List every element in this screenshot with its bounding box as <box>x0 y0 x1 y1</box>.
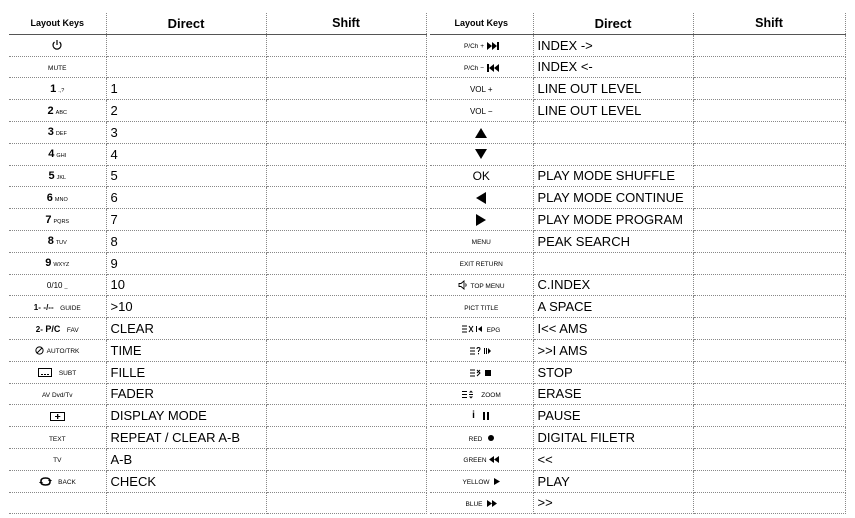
direct-cell: C.INDEX <box>533 274 693 296</box>
shift-cell <box>266 318 426 340</box>
direct-cell: 10 <box>106 274 266 296</box>
header-direct-right: Direct <box>533 13 693 34</box>
shift-cell <box>266 405 426 427</box>
key-up <box>430 121 533 143</box>
key-mapping-table <box>9 13 846 514</box>
table-row <box>9 274 845 296</box>
direct-cell <box>106 56 266 78</box>
shift-cell <box>693 100 845 122</box>
direct-cell: PLAY <box>533 470 693 492</box>
key-exit-return: EXIT RETURN <box>430 252 533 274</box>
direct-cell: FILLE <box>106 361 266 383</box>
table-row <box>9 318 845 340</box>
shift-cell <box>266 143 426 165</box>
shift-cell <box>693 78 845 100</box>
direct-cell: CHECK <box>106 470 266 492</box>
direct-cell: >10 <box>106 296 266 318</box>
key-subt: SUBT <box>9 361 106 383</box>
direct-cell <box>533 121 693 143</box>
shift-cell <box>266 383 426 405</box>
direct-cell: DIGITAL FILETR <box>533 427 693 449</box>
direct-cell: INDEX <- <box>533 56 693 78</box>
direct-cell: 9 <box>106 252 266 274</box>
rewind-icon <box>489 456 499 463</box>
shift-cell <box>693 230 845 252</box>
key-pch-plus: P/Ch + <box>430 34 533 56</box>
speaker-icon <box>458 280 468 290</box>
direct-cell: PAUSE <box>533 405 693 427</box>
key-pc-fav: 2- P/C FAV <box>9 318 106 340</box>
key-4: 4 GHI <box>9 143 106 165</box>
key-vol-plus: VOL + <box>430 78 533 100</box>
key-text: TEXT <box>9 427 106 449</box>
table-row <box>9 492 845 514</box>
key-5: 5 JKL <box>9 165 106 187</box>
shift-cell <box>693 361 845 383</box>
key-pch-minus: P/Ch − <box>430 56 533 78</box>
direct-cell: PEAK SEARCH <box>533 230 693 252</box>
direct-cell <box>533 143 693 165</box>
table-row <box>9 121 845 143</box>
direct-cell <box>106 492 266 514</box>
key-2: 2 ABC <box>9 100 106 122</box>
key-info <box>9 405 106 427</box>
shift-cell <box>266 274 426 296</box>
header-shift-left: Shift <box>266 13 426 34</box>
direct-cell: A-B <box>106 448 266 470</box>
direct-cell: 5 <box>106 165 266 187</box>
shift-cell <box>266 209 426 231</box>
arrow-right-icon <box>476 214 486 226</box>
shift-cell <box>693 34 845 56</box>
header-direct-left: Direct <box>106 13 266 34</box>
header-shift-right: Shift <box>693 13 845 34</box>
direct-cell: 4 <box>106 143 266 165</box>
key-left <box>430 187 533 209</box>
key-mapping-sheet <box>9 13 845 514</box>
key-text-x-epg: EPG <box>430 318 533 340</box>
key-8: 8 TUV <box>9 230 106 252</box>
key-auto-trk: AUTO/TRK <box>9 339 106 361</box>
table-row <box>9 405 845 427</box>
key-3: 3 DEF <box>9 121 106 143</box>
text-zoom-icon <box>462 390 476 399</box>
shift-cell <box>693 318 845 340</box>
table-row <box>9 470 845 492</box>
key-blue: BLUE <box>430 492 533 514</box>
shift-cell <box>266 165 426 187</box>
shift-cell <box>266 470 426 492</box>
key-ok: OK <box>430 165 533 187</box>
key-1: 1 .,? <box>9 78 106 100</box>
key-av-dvd-tv: AV Dvd/Tv <box>9 383 106 405</box>
table-row <box>9 100 845 122</box>
key-6: 6 MNO <box>9 187 106 209</box>
direct-cell: >>I AMS <box>533 339 693 361</box>
table-row <box>9 187 845 209</box>
shift-cell <box>266 339 426 361</box>
key-yellow: YELLOW <box>430 470 533 492</box>
direct-cell <box>106 34 266 56</box>
direct-cell: STOP <box>533 361 693 383</box>
shift-cell <box>266 78 426 100</box>
direct-cell: 8 <box>106 230 266 252</box>
table-row <box>9 165 845 187</box>
key-tv: TV <box>9 448 106 470</box>
table-row <box>9 209 845 231</box>
key-pict-title: PICT TITLE <box>430 296 533 318</box>
direct-cell: I<< AMS <box>533 318 693 340</box>
direct-cell: PLAY MODE SHUFFLE <box>533 165 693 187</box>
shift-cell <box>266 361 426 383</box>
table-row <box>9 34 845 56</box>
play-icon <box>494 478 500 485</box>
direct-cell: << <box>533 448 693 470</box>
key-text-question-play <box>430 339 533 361</box>
key-back: BACK <box>9 470 106 492</box>
shift-cell <box>266 448 426 470</box>
shift-cell <box>693 405 845 427</box>
text-x-prev-icon <box>462 325 484 333</box>
pause-icon <box>482 412 490 420</box>
shift-cell <box>693 252 845 274</box>
key-mute: MUTE <box>9 56 106 78</box>
shift-cell <box>693 274 845 296</box>
table-row <box>9 383 845 405</box>
direct-cell: PLAY MODE PROGRAM <box>533 209 693 231</box>
key-menu: MENU <box>430 230 533 252</box>
shift-cell <box>266 296 426 318</box>
table-row <box>9 78 845 100</box>
shift-cell <box>693 56 845 78</box>
shift-cell <box>266 427 426 449</box>
shift-cell <box>266 121 426 143</box>
key-i-pause: i <box>430 405 533 427</box>
skip-prev-icon <box>487 64 499 72</box>
shift-cell <box>266 187 426 209</box>
table-row <box>9 361 845 383</box>
direct-cell: CLEAR <box>106 318 266 340</box>
key-0-10: 0/10 _ <box>9 274 106 296</box>
table-row <box>9 339 845 361</box>
shift-cell <box>693 383 845 405</box>
shift-cell <box>693 187 845 209</box>
table-row <box>9 427 845 449</box>
key-top-menu: TOP MENU <box>430 274 533 296</box>
key-9: 9 WXYZ <box>9 252 106 274</box>
text-stop-icon <box>470 369 492 377</box>
shift-cell <box>693 209 845 231</box>
shift-cell <box>693 121 845 143</box>
fast-forward-icon <box>487 500 497 507</box>
direct-cell: 3 <box>106 121 266 143</box>
direct-cell: FADER <box>106 383 266 405</box>
key-red: RED <box>430 427 533 449</box>
shift-cell <box>266 34 426 56</box>
direct-cell: DISPLAY MODE <box>106 405 266 427</box>
key-text-zoom: ZOOM <box>430 383 533 405</box>
direct-cell: A SPACE <box>533 296 693 318</box>
direct-cell: 6 <box>106 187 266 209</box>
direct-cell: REPEAT / CLEAR A-B <box>106 427 266 449</box>
dot-icon <box>488 435 494 441</box>
shift-cell <box>693 143 845 165</box>
key-7: 7 PQRS <box>9 209 106 231</box>
direct-cell: >> <box>533 492 693 514</box>
table-row <box>9 252 845 274</box>
shift-cell <box>693 339 845 361</box>
table-row <box>9 296 845 318</box>
direct-cell: LINE OUT LEVEL <box>533 78 693 100</box>
subtitle-icon <box>38 368 52 377</box>
shift-cell <box>693 470 845 492</box>
key-power <box>9 34 106 56</box>
table-row <box>9 143 845 165</box>
direct-cell: 1 <box>106 78 266 100</box>
key-down <box>430 143 533 165</box>
header-row <box>9 13 845 34</box>
direct-cell: INDEX -> <box>533 34 693 56</box>
info-icon <box>50 412 65 421</box>
table-row <box>9 448 845 470</box>
shift-cell <box>693 492 845 514</box>
key-green: GREEN <box>430 448 533 470</box>
shift-cell <box>266 252 426 274</box>
direct-cell: 7 <box>106 209 266 231</box>
no-symbol-icon <box>35 346 44 355</box>
shift-cell <box>266 56 426 78</box>
arrow-left-icon <box>476 192 486 204</box>
table-row <box>9 230 845 252</box>
direct-cell <box>533 252 693 274</box>
direct-cell: PLAY MODE CONTINUE <box>533 187 693 209</box>
text-question-play-icon <box>470 347 492 355</box>
shift-cell <box>266 492 426 514</box>
shift-cell <box>693 448 845 470</box>
shift-cell <box>266 100 426 122</box>
direct-cell: ERASE <box>533 383 693 405</box>
key-text-stop <box>430 361 533 383</box>
key-digit-toggle-guide: 1- -/-- GUIDE <box>9 296 106 318</box>
key-right <box>430 209 533 231</box>
key-vol-minus: VOL − <box>430 100 533 122</box>
shift-cell <box>266 230 426 252</box>
direct-cell: 2 <box>106 100 266 122</box>
power-icon <box>51 39 63 51</box>
arrow-up-icon <box>475 128 487 138</box>
header-layout-keys-right: Layout Keys <box>430 13 533 34</box>
arrow-down-icon <box>475 149 487 159</box>
shift-cell <box>693 296 845 318</box>
table-row <box>9 56 845 78</box>
skip-next-icon <box>487 42 499 50</box>
direct-cell: TIME <box>106 339 266 361</box>
direct-cell: LINE OUT LEVEL <box>533 100 693 122</box>
header-layout-keys-left: Layout Keys <box>9 13 106 34</box>
shift-cell <box>693 165 845 187</box>
shift-cell <box>693 427 845 449</box>
back-arrows-icon <box>39 477 52 486</box>
key-empty <box>9 492 106 514</box>
